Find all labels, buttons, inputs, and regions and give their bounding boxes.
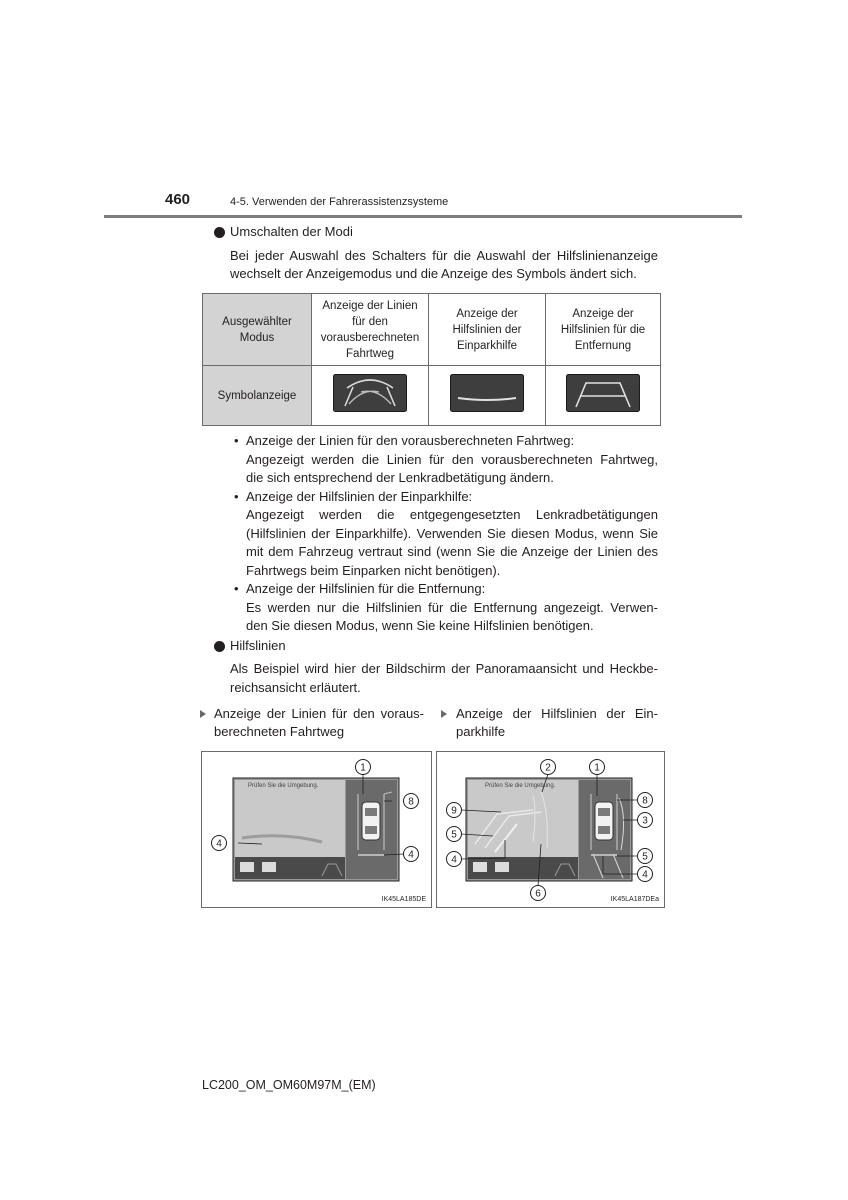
list-bullet: •: [234, 433, 239, 448]
footer-code: LC200_OM_OM60M97M_(EM): [202, 1078, 376, 1092]
callout-labels: [437, 752, 664, 907]
list-item-line: mit dem Fahrzeug vertraut sind (wenn Sie die Anzeige der Linien des: [246, 544, 658, 559]
figure-caption-line: Anzeige der Linien für den voraus-: [214, 706, 424, 721]
list-item-line: Es werden nur die Hilfslinien für die Entfernung angezeigt. Verwen-: [246, 600, 658, 615]
paragraph-line: Bei jeder Auswahl des Schalters für die Auswahl der Hilfslinienanzeige: [230, 248, 658, 263]
paragraph-line: Als Beispiel wird hier der Bildschirm der Panoramaansicht und Heckbe-: [230, 661, 658, 676]
figure-code: IK45LA185DE: [381, 896, 426, 903]
table-header-mode: Ausgewählter Modus: [203, 294, 312, 366]
table-cell-symbol: [312, 366, 429, 426]
mode-table: [202, 293, 661, 426]
section-title: 4-5. Verwenden der Fahrerassistenzsysteme: [230, 196, 449, 208]
callout-number: 6: [535, 888, 541, 900]
parking-assist-symbol-icon: [450, 374, 524, 412]
callout-number: 8: [642, 795, 648, 807]
figure-caption-line: berechneten Fahrtweg: [214, 724, 345, 739]
callout-number: 8: [408, 796, 414, 808]
table-label-symbol: Symbolanzeige: [203, 366, 312, 426]
bullet-icon: [214, 227, 225, 238]
screen-message: Prüfen Sie die Umgebung.: [485, 783, 556, 789]
list-item-title: Anzeige der Linien für den vorausberechneten Fahrtweg:: [246, 433, 575, 448]
figure-caption-line: Anzeige der Hilfslinien der Ein-: [456, 706, 658, 721]
figure-caption-line: parkhilfe: [456, 724, 506, 739]
list-item-title: Anzeige der Hilfslinien für die Entfernung:: [246, 581, 486, 596]
distance-lines-symbol-icon: [566, 374, 640, 412]
predicted-path-symbol-icon: [333, 374, 407, 412]
list-item-line: Fahrtwegs beim Einparken nicht benötigen).: [246, 563, 501, 578]
screen-message: Prüfen Sie die Umgebung.: [248, 783, 319, 789]
bullet-icon: [214, 641, 225, 652]
figure-code: IK45LA187DEa: [610, 896, 659, 903]
arrow-right-icon: [200, 710, 206, 718]
arrow-right-icon: [441, 710, 447, 718]
callout-number: 4: [451, 854, 457, 866]
paragraph-line: wechselt der Anzeigemodus und die Anzeige des Symbols ändert sich.: [230, 266, 637, 281]
list-item-line: Angezeigt werden die entgegengesetzten Lenkradbetätigungen: [246, 507, 658, 522]
callout-number: 1: [360, 762, 366, 774]
page-number: 460: [165, 191, 191, 208]
table-header-predicted-path: Anzeige der Linien für den vorausberechneten Fahrtweg: [312, 294, 429, 366]
callout-number: 3: [642, 815, 648, 827]
callout-number: 5: [451, 829, 457, 841]
callout-number: 4: [216, 838, 222, 850]
table-cell-symbol: [546, 366, 661, 426]
table-cell-symbol: [429, 366, 546, 426]
heading-guide-lines: Hilfslinien: [230, 638, 286, 653]
callout-number: 1: [594, 762, 600, 774]
header-divider: [104, 215, 742, 218]
callout-number: 4: [642, 869, 648, 881]
figure-predicted-path: [201, 751, 432, 908]
callout-number: 2: [545, 762, 551, 774]
table-header-parking-assist: Anzeige der Hilfslinien der Einparkhilfe: [429, 294, 546, 366]
callout-number: 9: [451, 805, 457, 817]
heading-switch-modes: Umschalten der Modi: [230, 224, 353, 239]
list-item-line: Angezeigt werden die Linien für den vorausberechneten Fahrtweg,: [246, 452, 658, 467]
list-bullet: •: [234, 581, 239, 596]
callout-number: 4: [408, 849, 414, 861]
list-item-title: Anzeige der Hilfslinien der Einparkhilfe:: [246, 489, 473, 504]
list-item-line: den Sie diesen Modus, wenn Sie keine Hilfslinien benötigen.: [246, 618, 594, 633]
paragraph-line: reichsansicht erläutert.: [230, 680, 361, 695]
list-item-line: (Hilfslinien der Einparkhilfe). Verwenden Sie diesen Modus, wenn Sie: [246, 526, 658, 541]
table-header-distance: Anzeige der Hilfslinien für die Entfernung: [546, 294, 661, 366]
callout-labels: [202, 752, 431, 907]
figure-parking-assist: [436, 751, 665, 908]
list-bullet: •: [234, 489, 239, 504]
callout-number: 5: [642, 851, 648, 863]
list-item-line: die sich entsprechend der Lenkradbetätigung ändern.: [246, 470, 554, 485]
